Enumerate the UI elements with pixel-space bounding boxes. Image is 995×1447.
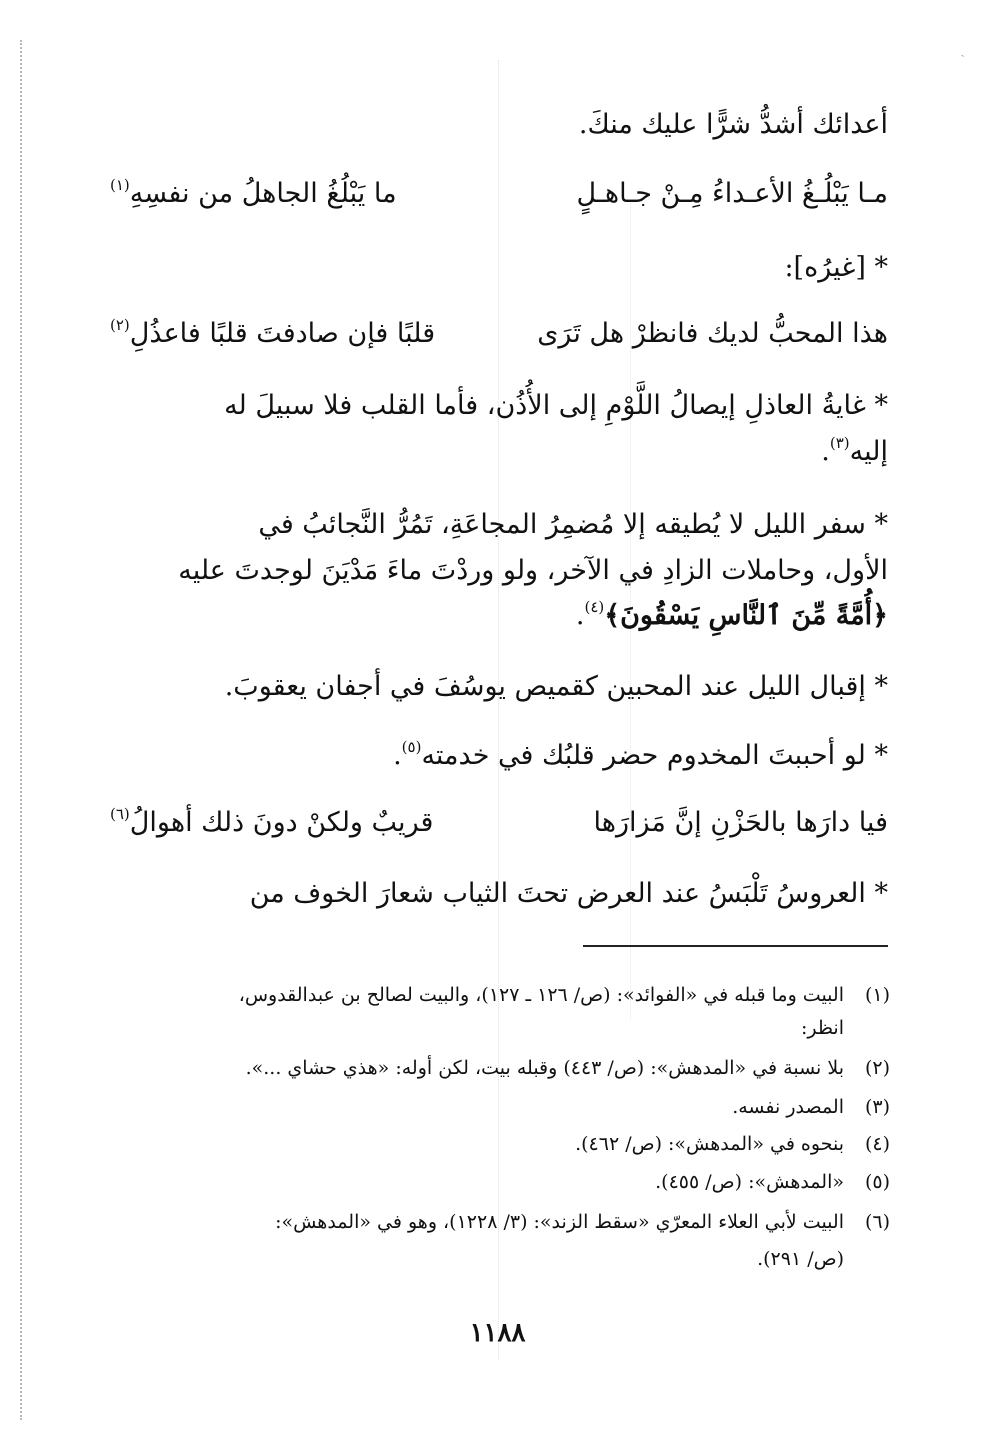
footnote-number: (١) xyxy=(864,984,890,1006)
footnotes xyxy=(110,0,890,1300)
footnote-text: بنحوه في «المدهش»: (ص/ ٤٦٢). xyxy=(575,1133,844,1155)
footnote-ref: (٥) xyxy=(401,738,422,756)
paragraph-4: * لو أحببتَ المخدوم حضر قلبُك في خدمته xyxy=(421,740,888,771)
paragraph-1-line-2: إليه xyxy=(849,436,888,467)
verse-1-second-hemistich: ما يَبْلُغُ الجاهلُ من نفسِهِ$^{(١)}$ xyxy=(110,176,397,209)
text-line-content: أعدائك أشدُّ شرًّا عليك منكَ. xyxy=(578,109,888,140)
footnote-ref: (٦) xyxy=(110,805,130,823)
verse-2-second-hemistich: قلبًا فإن صادفتَ قلبًا فاعذُلِ$^{(٢)}$ xyxy=(110,316,436,349)
punct: . xyxy=(393,740,402,771)
scan-mark: ˎ xyxy=(960,42,965,58)
footnote-number: (٤) xyxy=(864,1133,890,1155)
footnote-text: البيت وما قبله في «الفوائد»: (ص/ ١٢٦ ـ ١٢٧)، والبيت لصالح بن عبدالقدوس، xyxy=(238,984,844,1006)
paragraph-3: * إقبال الليل عند المحبين كقميص يوسُفَ في أجفان يعقوبَ. xyxy=(224,671,888,702)
speaker-heading: * [غيرُه]: xyxy=(784,252,888,283)
footnote-number: (٥) xyxy=(864,1171,890,1193)
footnote-text: المصدر نفسه. xyxy=(732,1096,844,1118)
paragraph-2-line-1: * سفر الليل لا يُطيقه إلا مُضمِرُ المجاعَةِ، تَمُرُّ النَّجائبُ في xyxy=(258,509,888,540)
footnote-ref: (١) xyxy=(110,176,130,194)
punct: . xyxy=(575,600,585,631)
punct: . xyxy=(821,436,830,467)
footnote-ref: (٤) xyxy=(584,598,605,616)
footnote-ref: (٣) xyxy=(829,434,850,452)
verse-3-second-hemistich: قريبٌ ولكنْ دونَ ذلك أهوالُ$^{(٦)}$ xyxy=(110,805,434,838)
paragraph-1-line-1: * غايةُ العاذلِ إيصالُ اللَّوْمِ إلى الأُذُن، فأما القلب فلا سبيلَ له xyxy=(224,390,888,421)
verse-3-first-hemistich: فيا دارَها بالحَزْنِ إنَّ مَزارَها xyxy=(593,807,888,838)
verse-2-first-hemistich: هذا المحبُّ لديك فانظرْ هل تَرَى xyxy=(537,318,888,349)
verse-1-first-hemistich: مـا يَبْلُـغُ الأعـداءُ مِـنْ جـاهـلٍ xyxy=(576,178,888,209)
footnote-text: انظر: xyxy=(800,1017,844,1039)
paragraph-2-line-2: الأول، وحاملات الزادِ في الآخر، ولو وردْتَ ماءَ مَدْيَنَ لوجدتَ عليه xyxy=(178,555,888,586)
scan-edge-dots xyxy=(20,40,22,1420)
page-number: ١١٨٨ xyxy=(469,1318,526,1348)
footnote-ref: (٢) xyxy=(110,316,130,334)
paragraph-5: * العروسُ تَلْبَسُ عند العرض تحتَ الثياب شعارَ الخوف من xyxy=(249,878,888,909)
footnote-text: بلا نسبة في «المدهش»: (ص/ ٤٤٣) وقبله بيت، لكن أوله: «هذي حشاي ...». xyxy=(245,1057,844,1079)
footnote-text: «المدهش»: (ص/ ٤٥٥). xyxy=(655,1171,844,1193)
footnote-number: (٣) xyxy=(864,1096,890,1118)
footnote-number: (٦) xyxy=(864,1211,890,1233)
footnote-number: (٢) xyxy=(864,1057,890,1079)
footnote-text: (ص/ ٢٩١). xyxy=(757,1248,844,1270)
quran-quote: ﴿أُمَّةً مِّنَ ٱلنَّاسِ يَسْقُونَ﴾ xyxy=(604,600,888,631)
footnote-text: البيت لأبي العلاء المعرّي «سقط الزند»: (٣/ ١٢٢٨)، وهو في «المدهش»: xyxy=(275,1211,844,1233)
